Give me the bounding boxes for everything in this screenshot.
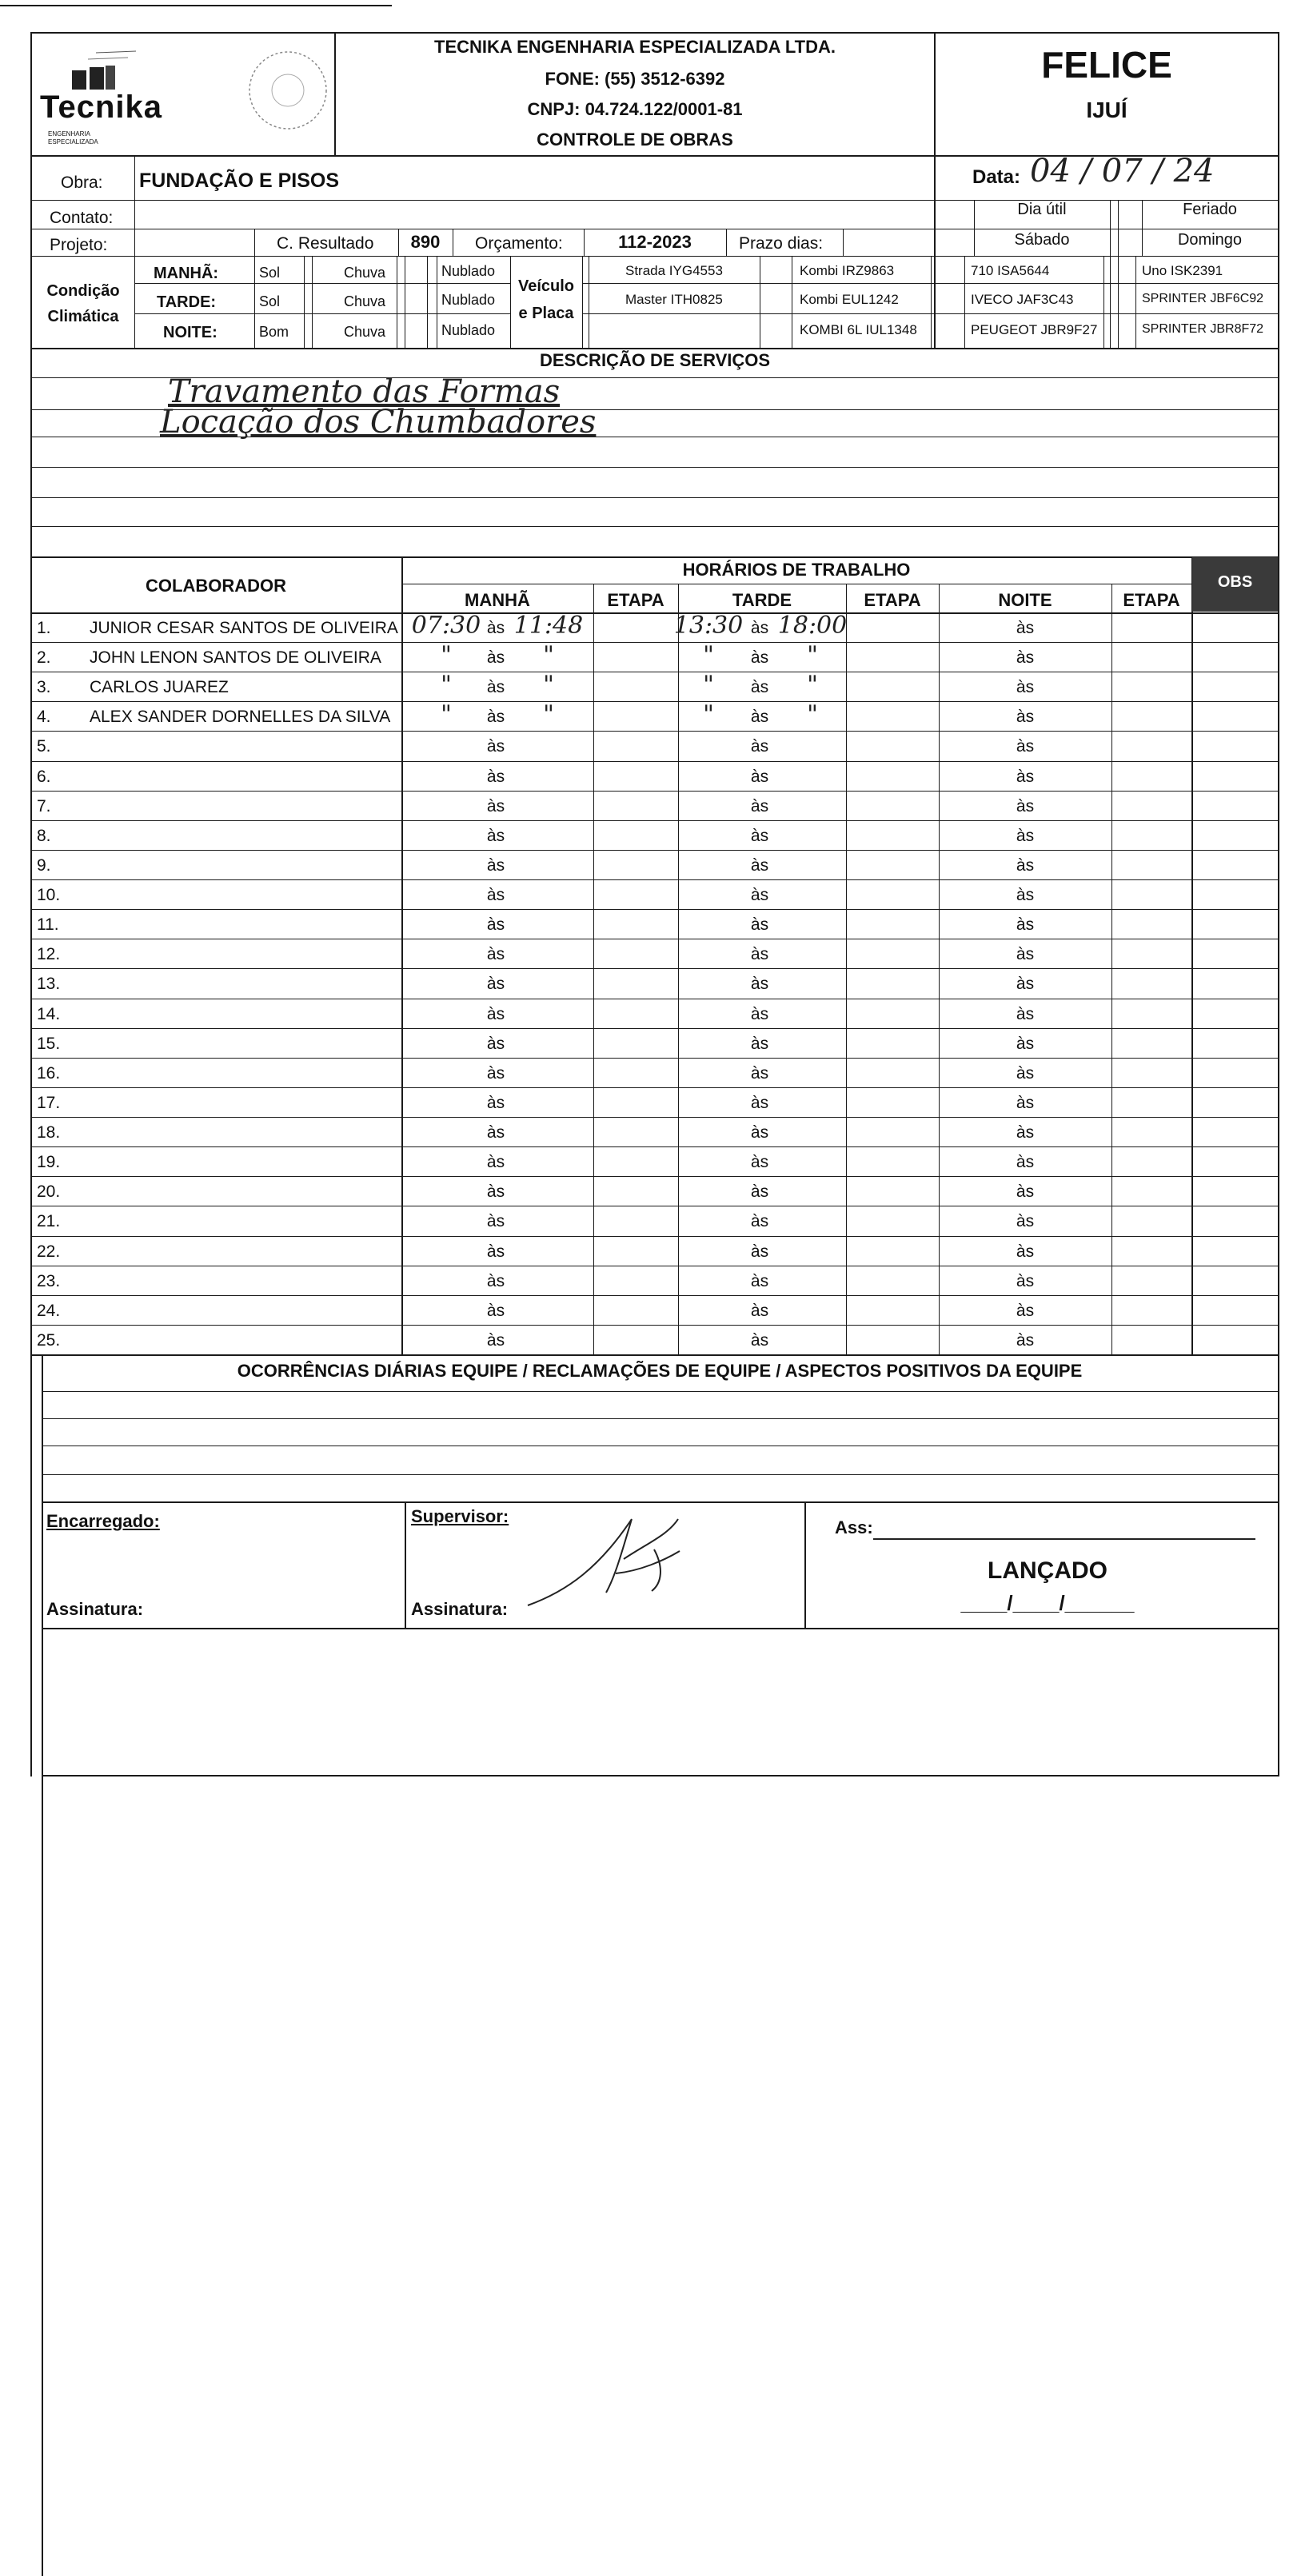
- afternoon-as: às: [750, 1063, 769, 1083]
- night-as: às: [1016, 915, 1035, 935]
- supervisor-signature-label: Assinatura:: [411, 1599, 509, 1619]
- collaborator-name[interactable]: ALEX SANDER DORNELLES DA SILVA: [90, 708, 391, 727]
- morning-as: às: [486, 945, 505, 964]
- morning-as: às: [486, 1271, 505, 1290]
- manha-header: MANHÃ: [465, 590, 530, 610]
- afternoon-as: às: [750, 945, 769, 964]
- row-number: 5.: [37, 737, 51, 756]
- encarregado-label: Encarregado:: [46, 1511, 160, 1531]
- afternoon-end[interactable]: ": [807, 671, 818, 700]
- services-title: DESCRIÇÃO DE SERVIÇOS: [539, 350, 771, 370]
- logo-subtitle-1: ENGENHARIA: [48, 130, 90, 138]
- morning-as: às: [486, 1330, 505, 1350]
- afternoon-start[interactable]: ": [703, 700, 714, 729]
- night-as: às: [1016, 648, 1035, 668]
- orcamento-label: Orçamento:: [475, 234, 563, 253]
- client-city: IJUÍ: [1086, 98, 1127, 122]
- table-row-divider: [30, 642, 1279, 643]
- daytype-domingo: Domingo: [1177, 231, 1243, 249]
- table-row-divider: [30, 850, 1279, 851]
- row-number: 11.: [37, 915, 59, 935]
- vehicle-master[interactable]: Master ITH0825: [625, 292, 723, 307]
- table-row-divider: [30, 731, 1279, 732]
- afternoon-as: às: [750, 1212, 769, 1231]
- row-number: 18.: [37, 1123, 61, 1142]
- morning-as: às: [486, 708, 505, 727]
- afternoon-as: às: [750, 915, 769, 935]
- row-number: 17.: [37, 1093, 61, 1112]
- morning-as: às: [486, 737, 505, 756]
- night-as: às: [1016, 1034, 1035, 1053]
- row-number: 16.: [37, 1063, 61, 1083]
- row-number: 20.: [37, 1182, 61, 1202]
- table-row-divider: [30, 968, 1279, 969]
- vehicle-strada[interactable]: Strada IYG4553: [625, 263, 723, 278]
- row-number: 13.: [37, 975, 61, 994]
- night-as: às: [1016, 1242, 1035, 1261]
- night-as: às: [1016, 945, 1035, 964]
- obs-label: OBS: [1217, 573, 1253, 591]
- morning-as: às: [486, 767, 505, 786]
- night-as: às: [1016, 1004, 1035, 1023]
- afternoon-start[interactable]: 13:30: [673, 612, 744, 640]
- table-row-divider: [30, 1325, 1279, 1326]
- morning-as: às: [486, 1123, 505, 1142]
- vehicle-kombi-irz[interactable]: Kombi IRZ9863: [800, 263, 895, 278]
- morning-as: às: [486, 648, 505, 668]
- daytype-feriado: Feriado: [1183, 201, 1237, 218]
- table-row-divider: [30, 1117, 1279, 1118]
- afternoon-end[interactable]: ": [807, 641, 818, 670]
- horarios-header: HORÁRIOS DE TRABALHO: [682, 560, 911, 580]
- company-cnpj: CNPJ: 04.724.122/0001-81: [527, 99, 743, 119]
- weather-period-noite: NOITE:: [163, 324, 218, 341]
- row-number: 12.: [37, 945, 61, 964]
- morning-as: às: [486, 915, 505, 935]
- night-as: às: [1016, 708, 1035, 727]
- night-as: às: [1016, 1153, 1035, 1172]
- morning-as: às: [486, 975, 505, 994]
- table-row-divider: [30, 1295, 1279, 1296]
- vehicle-iveco[interactable]: IVECO JAF3C43: [971, 292, 1074, 307]
- ass-label: Ass:: [835, 1517, 873, 1537]
- weather-noite-chuva[interactable]: Chuva: [344, 324, 386, 340]
- weather-label-1: Condição: [46, 282, 120, 300]
- table-row-divider: [30, 1058, 1279, 1059]
- etapa-header-1: ETAPA: [607, 590, 664, 610]
- weather-tarde-nublado[interactable]: Nublado: [441, 292, 496, 308]
- afternoon-as: às: [750, 975, 769, 994]
- morning-as: às: [486, 1004, 505, 1023]
- vehicle-sprinter-jbf[interactable]: SPRINTER JBF6C92: [1142, 292, 1264, 305]
- table-row-divider: [30, 909, 1279, 910]
- prazo-label: Prazo dias:: [739, 234, 824, 253]
- afternoon-as: às: [750, 1093, 769, 1112]
- night-as: às: [1016, 767, 1035, 786]
- afternoon-as: às: [750, 796, 769, 815]
- morning-as: às: [486, 886, 505, 905]
- row-number: 25.: [37, 1330, 61, 1350]
- table-row-divider: [30, 879, 1279, 880]
- morning-start[interactable]: ": [441, 700, 452, 729]
- night-as: às: [1016, 1212, 1035, 1231]
- weather-manha-chuva[interactable]: Chuva: [344, 265, 386, 281]
- vehicle-peugeot[interactable]: PEUGEOT JBR9F27: [971, 322, 1098, 337]
- night-as: às: [1016, 619, 1035, 637]
- vehicle-710[interactable]: 710 ISA5644: [971, 263, 1050, 278]
- afternoon-as: às: [750, 1182, 769, 1202]
- afternoon-as: às: [750, 737, 769, 756]
- afternoon-as: às: [750, 1123, 769, 1142]
- night-as: às: [1016, 737, 1035, 756]
- morning-as: às: [486, 1063, 505, 1083]
- contato-label: Contato:: [50, 209, 114, 227]
- data-label: Data:: [972, 166, 1021, 188]
- afternoon-as: às: [750, 1301, 769, 1320]
- morning-end[interactable]: ": [543, 641, 554, 670]
- row-number: 1.: [37, 619, 51, 637]
- vehicle-sprinter-jbr[interactable]: SPRINTER JBR8F72: [1142, 322, 1264, 336]
- logo-name: Tecnika: [40, 90, 162, 125]
- morning-as: às: [486, 796, 505, 815]
- afternoon-as: às: [750, 826, 769, 845]
- afternoon-as: às: [750, 1004, 769, 1023]
- morning-as: às: [486, 1301, 505, 1320]
- row-number: 21.: [37, 1212, 61, 1231]
- night-as: às: [1016, 886, 1035, 905]
- afternoon-end[interactable]: ": [807, 700, 818, 729]
- company-logo: [40, 46, 328, 152]
- night-as: às: [1016, 678, 1035, 697]
- service-line-2: Locação dos Chumbadores: [160, 404, 597, 441]
- afternoon-as: às: [750, 648, 769, 668]
- vehicle-label-2: e Placa: [518, 305, 574, 322]
- morning-end[interactable]: 11:48: [513, 612, 584, 640]
- afternoon-as: às: [750, 1330, 769, 1350]
- morning-end[interactable]: ": [543, 671, 554, 700]
- weather-noite-nublado[interactable]: Nublado: [441, 322, 496, 338]
- night-as: às: [1016, 1063, 1035, 1083]
- night-as: às: [1016, 975, 1035, 994]
- afternoon-as: às: [750, 619, 769, 637]
- company-name: TECNIKA ENGENHARIA ESPECIALIZADA LTDA.: [434, 37, 836, 57]
- night-as: às: [1016, 1330, 1035, 1350]
- c-resultado-label: C. Resultado: [277, 234, 374, 253]
- afternoon-as: às: [750, 1153, 769, 1172]
- table-row-divider: [30, 1176, 1279, 1177]
- vehicle-uno[interactable]: Uno ISK2391: [1142, 263, 1223, 278]
- table-row-divider: [30, 1087, 1279, 1088]
- morning-as: às: [486, 1093, 505, 1112]
- morning-as: às: [486, 1212, 505, 1231]
- client-name: FELICE: [1041, 44, 1172, 86]
- obra-label: Obra:: [61, 173, 103, 192]
- row-number: 23.: [37, 1271, 61, 1290]
- night-as: às: [1016, 1271, 1035, 1290]
- morning-end[interactable]: ": [543, 700, 554, 729]
- weather-period-tarde: TARDE:: [157, 293, 217, 311]
- morning-as: às: [486, 855, 505, 875]
- row-number: 24.: [37, 1301, 61, 1320]
- collaborator-name[interactable]: JUNIOR CESAR SANTOS DE OLIVEIRA: [90, 619, 398, 637]
- afternoon-start[interactable]: ": [703, 671, 714, 700]
- lancado-label: LANÇADO: [988, 1557, 1107, 1584]
- afternoon-as: às: [750, 886, 769, 905]
- morning-as: às: [486, 1182, 505, 1202]
- morning-as: às: [486, 1242, 505, 1261]
- afternoon-end[interactable]: 18:00: [777, 612, 848, 640]
- table-row-divider: [30, 761, 1279, 762]
- collaborator-name[interactable]: CARLOS JUAREZ: [90, 678, 229, 697]
- morning-as: às: [486, 1034, 505, 1053]
- occurrences-title: OCORRÊNCIAS DIÁRIAS EQUIPE / RECLAMAÇÕES DE EQUIPE / ASPECTOS POSITIVOS DA EQUIPE: [237, 1361, 1083, 1381]
- etapa-header-2: ETAPA: [864, 590, 921, 610]
- morning-start[interactable]: 07:30: [411, 612, 481, 640]
- night-as: às: [1016, 1093, 1035, 1112]
- weather-noite-bom[interactable]: Bom: [259, 324, 289, 340]
- weather-tarde-chuva[interactable]: Chuva: [344, 293, 386, 309]
- row-number: 3.: [37, 678, 51, 697]
- projeto-label: Projeto:: [50, 236, 108, 254]
- document-title: CONTROLE DE OBRAS: [537, 130, 733, 150]
- noite-header: NOITE: [998, 590, 1052, 610]
- data-value: 04 / 07 / 24: [1030, 153, 1215, 189]
- row-number: 4.: [37, 708, 51, 727]
- afternoon-as: às: [750, 708, 769, 727]
- morning-as: às: [486, 1153, 505, 1172]
- morning-as: às: [486, 678, 505, 697]
- colaborador-header: COLABORADOR: [146, 576, 286, 596]
- logo-subtitle-2: ESPECIALIZADA: [48, 138, 98, 146]
- weather-manha-sol[interactable]: Sol: [259, 265, 281, 281]
- supervisor-signature: [520, 1503, 696, 1615]
- table-row-divider: [30, 791, 1279, 792]
- night-as: às: [1016, 1182, 1035, 1202]
- collaborator-name[interactable]: JOHN LENON SANTOS DE OLIVEIRA: [90, 648, 381, 668]
- night-as: às: [1016, 1123, 1035, 1142]
- afternoon-as: às: [750, 678, 769, 697]
- row-number: 7.: [37, 796, 51, 815]
- etapa-header-3: ETAPA: [1123, 590, 1180, 610]
- weather-label-2: Climática: [47, 308, 119, 325]
- afternoon-as: às: [750, 855, 769, 875]
- night-as: às: [1016, 796, 1035, 815]
- afternoon-as: às: [750, 767, 769, 786]
- afternoon-as: às: [750, 1271, 769, 1290]
- service-line-1: Travamento das Formas: [168, 373, 561, 410]
- orcamento-value: 112-2023: [618, 232, 692, 252]
- daytype-dia-util: Dia útil: [1017, 201, 1067, 218]
- table-row-divider: [30, 1236, 1279, 1237]
- vehicle-label-1: Veículo: [517, 277, 575, 295]
- row-number: 9.: [37, 855, 51, 875]
- vehicle-kombi-eul[interactable]: Kombi EUL1242: [800, 292, 899, 307]
- lancado-date: ____/____/______: [960, 1591, 1135, 1615]
- afternoon-as: às: [750, 1242, 769, 1261]
- company-phone: FONE: (55) 3512-6392: [545, 69, 725, 89]
- row-number: 2.: [37, 648, 51, 668]
- vehicle-kombi-iul[interactable]: KOMBI 6L IUL1348: [800, 322, 917, 337]
- table-row-divider: [30, 701, 1279, 702]
- afternoon-as: às: [750, 1034, 769, 1053]
- row-number: 14.: [37, 1004, 61, 1023]
- morning-as: às: [486, 826, 505, 845]
- row-number: 6.: [37, 767, 51, 786]
- night-as: às: [1016, 826, 1035, 845]
- morning-start[interactable]: ": [441, 641, 452, 670]
- obra-value: FUNDAÇÃO E PISOS: [139, 169, 340, 192]
- weather-manha-nublado[interactable]: Nublado: [441, 263, 496, 279]
- tarde-header: TARDE: [732, 590, 792, 610]
- weather-tarde-sol[interactable]: Sol: [259, 293, 281, 309]
- supervisor-label: Supervisor:: [411, 1506, 509, 1526]
- morning-start[interactable]: ": [441, 671, 452, 700]
- ass-signature-line: [873, 1538, 1255, 1540]
- daytype-sabado: Sábado: [1014, 231, 1070, 249]
- row-number: 22.: [37, 1242, 61, 1261]
- night-as: às: [1016, 1301, 1035, 1320]
- weather-period-manha: MANHÃ:: [154, 265, 219, 282]
- table-row-divider: [30, 1146, 1279, 1147]
- morning-as: às: [486, 619, 505, 637]
- encarregado-signature-label: Assinatura:: [46, 1599, 144, 1619]
- row-number: 15.: [37, 1034, 61, 1053]
- row-number: 10.: [37, 886, 61, 905]
- table-row-divider: [30, 1028, 1279, 1029]
- c-resultado-value: 890: [410, 232, 441, 252]
- row-number: 19.: [37, 1153, 61, 1172]
- afternoon-start[interactable]: ": [703, 641, 714, 670]
- night-as: às: [1016, 855, 1035, 875]
- row-number: 8.: [37, 826, 51, 845]
- table-row-divider: [30, 820, 1279, 821]
